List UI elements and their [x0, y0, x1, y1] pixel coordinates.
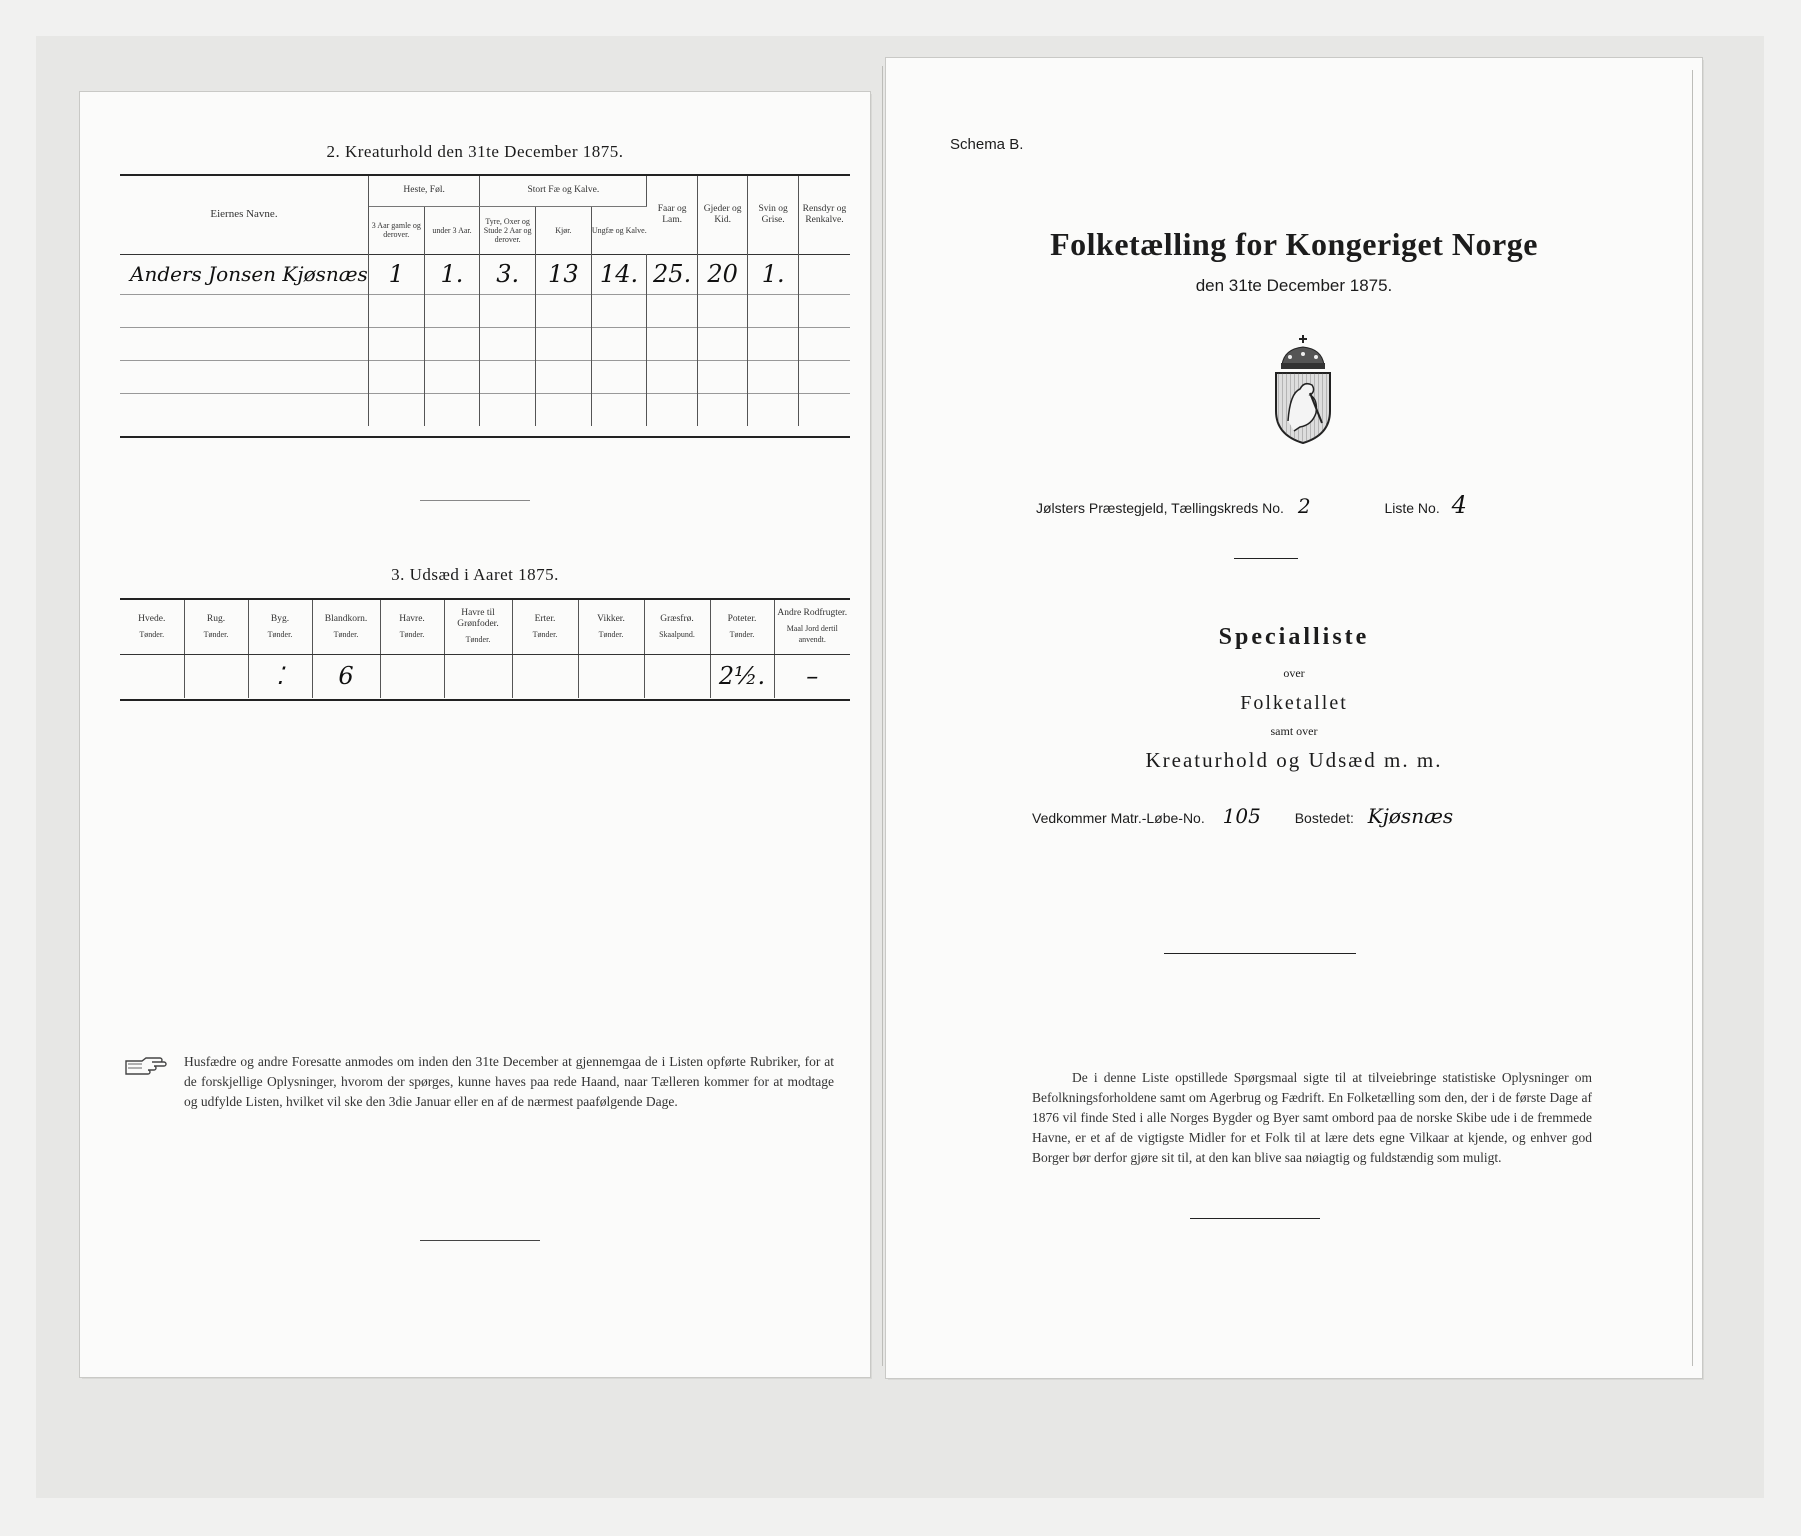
bostedet-name: Kjøsnæs [1367, 804, 1454, 828]
faar-header: Faar og Lam. [647, 176, 698, 254]
seed-crop-name: Havre. [399, 613, 425, 624]
heste-header: Heste, Føl. [368, 176, 479, 206]
seed-crop-name: Andre Rodfrugter. [777, 608, 848, 619]
seed-value: ⁚ [248, 654, 312, 698]
footer-divider [1190, 1218, 1320, 1219]
heste-b-header: under 3 Aar. [424, 206, 480, 254]
heste-a-value: 1 [368, 254, 424, 294]
seed-column-header [120, 600, 184, 654]
empty-row [120, 294, 850, 327]
seed-value: 2½. [710, 654, 774, 698]
seed-column-header [184, 600, 248, 654]
seed-unit: Tønder. [465, 635, 491, 645]
rensdyr-header: Rensdyr og Renkalve. [802, 203, 847, 225]
seed-crop-name: Poteter. [727, 613, 757, 624]
seed-crop-name: Erter. [534, 613, 556, 624]
seed-value [512, 654, 578, 698]
owner-name: Anders Jonsen Kjøsnæs [120, 254, 368, 294]
seed-crop-name: Hvede. [138, 613, 166, 624]
kreds-label: Tællingskreds No. [1171, 500, 1284, 516]
divider [420, 500, 530, 501]
seed-crop-name: Blandkorn. [324, 613, 368, 624]
seed-unit: Tønder. [139, 629, 165, 639]
seed-value [444, 654, 512, 698]
seed-crop-name: Byg. [270, 613, 290, 624]
seed-unit: Skaalpund. [659, 629, 695, 639]
schema-label: Schema B. [950, 136, 1024, 153]
over-label: over [1283, 666, 1305, 680]
liste-label: Liste No. [1384, 500, 1440, 516]
page-edge [1692, 70, 1693, 1366]
seed-value: – [806, 662, 819, 691]
seed-value [120, 654, 184, 698]
seed-column-header [380, 600, 444, 654]
prestegjeld-name: Jølsters [1036, 500, 1085, 516]
section3-bottom-rule [120, 699, 850, 701]
stort-a-value: 3. [480, 254, 536, 294]
norway-coat-of-arms-icon [1270, 333, 1336, 445]
seed-column-header [312, 600, 380, 654]
seed-unit: Tønder. [729, 629, 755, 639]
empty-row [120, 327, 850, 360]
heste-a-header: 3 Aar gamle og derover. [368, 206, 424, 254]
seed-value [380, 654, 444, 698]
seed-column-header [774, 600, 850, 654]
seed-value [644, 654, 710, 698]
prestegjeld-label: Præstegjeld, [1088, 500, 1168, 516]
seed-unit: Tønder. [399, 629, 425, 639]
seed-unit: Tønder. [333, 629, 359, 639]
rensdyr-value [798, 254, 850, 294]
seed-column-header [644, 600, 710, 654]
section3-title: 3. Udsæd i Aaret 1875. [391, 565, 559, 584]
seed-value: 6 [312, 654, 380, 698]
right-page [886, 58, 1702, 1378]
gjeder-header: Gjeder og Kid. [697, 176, 748, 254]
matr-number: 105 [1222, 804, 1261, 828]
svin-value: 1. [748, 254, 799, 294]
foresatte-notice: Husfædre og andre Foresatte anmodes om inden den 31te December at gjennemgaa de i Listen opførte Rubriker, for at de forskjellige Oplysninger, hvorom der spørges, kunne haves paa rede Haand, naar Tælleren kommer for at modtage og udfylde Listen, hvilket vil ske den 3die Januar eller en af de nærmest paafølgende Dage. [184, 1054, 834, 1109]
footer-divider [420, 1240, 540, 1241]
left-page [80, 92, 870, 1377]
seed-crop-name: Græsfrø. [660, 613, 694, 624]
folketallet-title: Folketallet [1240, 692, 1348, 714]
seed-crop-name: Vikker. [597, 613, 625, 624]
seed-unit: Maal Jord dertil anvendt. [786, 624, 838, 645]
seed-column-header [710, 600, 774, 654]
stort-fae-header: Stort Fæ og Kalve. [480, 176, 647, 206]
seed-column-header [444, 600, 512, 654]
district-line [1036, 491, 1467, 519]
livestock-row [120, 254, 850, 294]
census-info: De i denne Liste opstillede Spørgsmaal sigte til at tilveiebringe statistiske Oplysninger om Befolkningsforholdene samt om Agerbrug og Fædrift. En Folketælling som den, der i de første Dage af 1876 vil finde Sted i alle Norges Bygder og Byer samt ombord paa de norske Skibe ude i de fremmede Havne, er et af de vigtigste Midler for et Folk til at lære dets egne Vilkaar at kjende, og enhver god Borger bør derfor gjøre sit til, at den kan blive saa nøiagtig og fuldstændig som muligt. [1032, 1070, 1592, 1165]
matr-label: Vedkommer Matr.-Løbe-No. [1032, 810, 1205, 826]
seed-column-header [512, 600, 578, 654]
seed-unit: Tønder. [598, 629, 624, 639]
stort-b-value: 13 [535, 254, 591, 294]
page-edge [882, 66, 883, 1366]
seed-unit: Tønder. [203, 629, 229, 639]
stort-c-header: Ungfæ og Kalve. [591, 225, 647, 235]
heste-b-value: 1. [424, 254, 480, 294]
census-date: den 31te December 1875. [1195, 276, 1393, 295]
section2-bottom-rule [120, 436, 850, 438]
owner-header: Eiernes Navne. [120, 176, 368, 254]
seed-value [578, 654, 644, 698]
pointing-hand-icon [124, 1055, 174, 1075]
faar-value: 25. [647, 254, 698, 294]
matrikkel-line [1032, 804, 1453, 828]
empty-row [120, 360, 850, 393]
stort-b-header: Kjør. [535, 206, 591, 254]
stort-a-header: Tyre, Oxer og Stude 2 Aar og derover. [480, 206, 536, 254]
gjeder-value: 20 [697, 254, 748, 294]
seed-column-header [248, 600, 312, 654]
divider [1234, 558, 1298, 559]
divider [1164, 953, 1356, 954]
seed-unit: Tønder. [267, 629, 293, 639]
liste-number: 4 [1451, 491, 1467, 519]
kreds-number: 2 [1297, 494, 1311, 518]
seed-crop-name: Havre til Grønfoder. [457, 608, 499, 630]
seed-unit: Tønder. [532, 629, 558, 639]
livestock-table [120, 176, 850, 426]
specialliste-title: Specialliste [1218, 624, 1370, 650]
svin-header: Svin og Grise. [748, 176, 799, 254]
section2-title: 2. Kreaturhold den 31te December 1875. [326, 142, 624, 161]
samt-over-label: samt over [1270, 724, 1318, 738]
seed-table [120, 600, 850, 698]
bostedet-label: Bostedet: [1294, 810, 1354, 826]
census-title: Folketælling for Kongeriget Norge [1050, 226, 1538, 262]
seed-value [184, 654, 248, 698]
seed-crop-name: Rug. [206, 613, 226, 624]
empty-row [120, 393, 850, 426]
kreaturhold-title: Kreaturhold og Udsæd m. m. [1145, 748, 1443, 772]
seed-value-row [120, 654, 850, 698]
stort-c-value: 14. [591, 254, 647, 294]
seed-column-header [578, 600, 644, 654]
seed-header-row [120, 600, 850, 654]
